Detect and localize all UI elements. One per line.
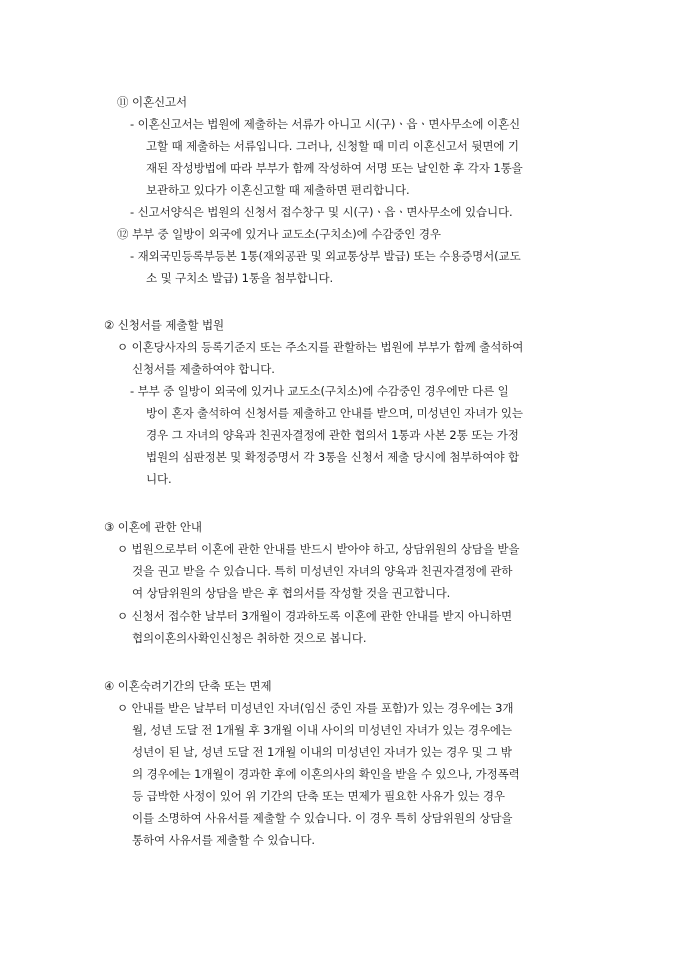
paragraph-text: 여 상담위원의 상담을 받은 후 협의서를 작성할 것을 권고합니다. [132, 586, 451, 600]
subheading-divorce-report-form: ⑪ 이혼신고서 [117, 95, 187, 109]
section-heading-court: ② 신청서를 제출할 법원 [104, 318, 224, 332]
paragraph-text: 월, 성년 도달 전 1개월 후 3개월 이내 사이의 미성년인 자녀가 있는 경우에는 [132, 723, 512, 737]
paragraph-text: 성년이 된 날, 성년 도달 전 1개월 이내의 미성년인 자녀가 있는 경우 및 그 밖 [132, 745, 512, 759]
paragraph-text: 이를 소명하여 사유서를 제출할 수 있습니다. 이 경우 특히 상담위원의 상담을 [132, 811, 513, 825]
paragraph-text: 협의이혼의사확인신청은 취하한 것으로 봅니다. [132, 631, 367, 645]
paragraph-text: 통하여 사유서를 제출할 수 있습니다. [132, 833, 315, 847]
paragraph-text: ㅇ 안내를 받은 날부터 미성년인 자녀(임신 중인 자를 포함)가 있는 경우에는 3개 [117, 701, 514, 715]
bullet-text: 법원의 심판정본 및 확정증명서 각 3통을 신청서 제출 당시에 첨부하여야 합 [146, 450, 520, 464]
paragraph-text: ㅇ 이혼당사자의 등록기준지 또는 주소지를 관할하는 법원에 부부가 함께 출석하여 [117, 340, 524, 354]
bullet-text: 재된 작성방법에 따라 부부가 함께 작성하여 서명 또는 날인한 후 각자 1통을 [146, 161, 523, 175]
bullet-text: 경우 그 자녀의 양육과 친권자결정에 관한 협의서 1통과 사본 2통 또는 가정 [146, 428, 519, 442]
section-heading-waiting-period: ④ 이혼숙려기간의 단축 또는 면제 [104, 679, 272, 693]
paragraph-text: ㅇ 법원으로부터 이혼에 관한 안내를 반드시 받아야 하고, 상담위원의 상담을 받을 [117, 542, 520, 556]
bullet-text: 보관하고 있다가 이혼신고할 때 제출하면 편리합니다. [146, 183, 410, 197]
bullet-text: 니다. [146, 472, 172, 486]
paragraph-text: ㅇ 신청서 접수한 날부터 3개월이 경과하도록 이혼에 관한 안내를 받지 아니하면 [117, 609, 513, 623]
bullet-text: - 이혼신고서는 법원에 제출하는 서류가 아니고 시(구)ㆍ읍ㆍ면사무소에 이혼신 [130, 117, 520, 131]
bullet-text: 소 및 구치소 발급) 1통을 첨부합니다. [146, 271, 334, 285]
paragraph-text: 등 급박한 사정이 있어 위 기간의 단축 또는 면제가 필요한 사유가 있는 경우 [132, 789, 505, 803]
bullet-text: - 신고서양식은 법원의 신청서 접수창구 및 시(구)ㆍ읍ㆍ면사무소에 있습니다. [130, 205, 513, 219]
bullet-text: 고할 때 제출하는 서류입니다. 그러나, 신청할 때 미리 이혼신고서 뒷면에 기 [146, 139, 519, 153]
bullet-text: 방이 혼자 출석하여 신청서를 제출하고 안내를 받으며, 미성년인 자녀가 있는 [146, 406, 523, 420]
subheading-spouse-abroad: ⑫ 부부 중 일방이 외국에 있거나 교도소(구치소)에 수감중인 경우 [117, 227, 441, 241]
bullet-text: - 부부 중 일방이 외국에 있거나 교도소(구치소)에 수감중인 경우에만 다른 일 [130, 384, 509, 398]
paragraph-text: 것을 권고 받을 수 있습니다. 특히 미성년인 자녀의 양육과 친권자결정에 관하 [132, 564, 513, 578]
bullet-text: - 재외국민등록부등본 1통(재외공관 및 외교통상부 발급) 또는 수용증명서(교도 [130, 249, 521, 263]
paragraph-text: 의 경우에는 1개월이 경과한 후에 이혼의사의 확인을 받을 수 있으나, 가정폭력 [132, 767, 520, 781]
section-heading-guidance: ③ 이혼에 관한 안내 [104, 520, 202, 534]
paragraph-text: 신청서를 제출하여야 합니다. [132, 362, 275, 376]
